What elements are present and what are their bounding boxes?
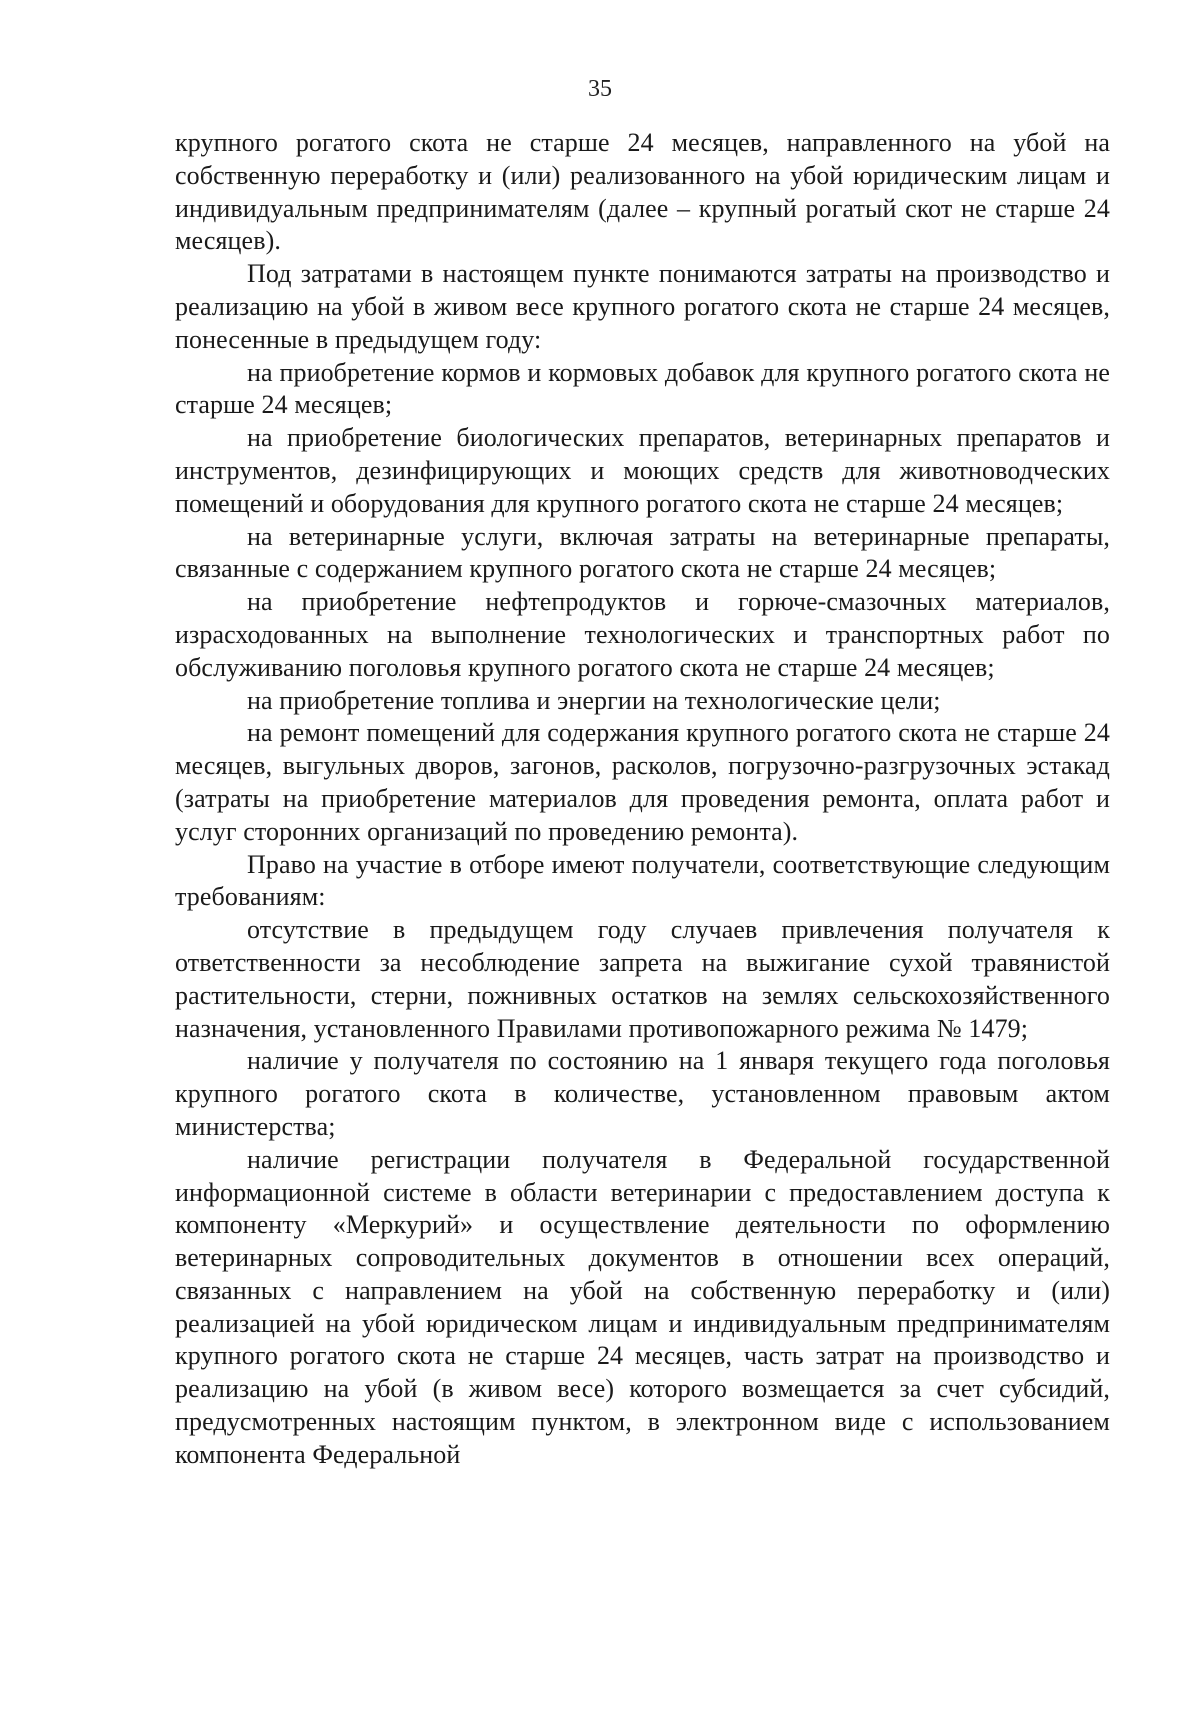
paragraph-biological-preparations: на приобретение биологических препаратов, ветеринарных препаратов и инструментов, дезинфицирующих и моющих средств для животноводческих помещений и оборудования для крупного рогатого скота не старше 24 месяцев; bbox=[175, 423, 1110, 518]
document-body bbox=[175, 127, 1110, 1472]
paragraph-livestock-count: наличие у получателя по состоянию на 1 января текущего года поголовья крупного рогатого скота в количестве, установленном правовым актом министерства; bbox=[175, 1046, 1110, 1141]
paragraph-repair: на ремонт помещений для содержания крупного рогатого скота не старше 24 месяцев, выгульных дворов, загонов, расколов, погрузочно-разгрузочных эстакад (затраты на приобретение материалов для проведения ремонта, оплата работ и услуг сторонних организаций по проведению ремонта). bbox=[175, 718, 1110, 846]
paragraph-feed: на приобретение кормов и кормовых добавок для крупного рогатого скота не старше 24 месяцев; bbox=[175, 357, 1110, 420]
paragraph-fuel-lubricants: на приобретение нефтепродуктов и горюче-смазочных материалов, израсходованных на выполнение технологических и транспортных работ по обслуживанию поголовья крупного рогатого скота не старше 24 месяцев; bbox=[175, 587, 1110, 682]
paragraph-continuation: крупного рогатого скота не старше 24 месяцев, направленного на убой на собственную переработку и (или) реализованного на убой юридическим лицам и индивидуальным предпринимателям (далее – крупный рогатый скот не старше 24 месяцев). bbox=[175, 128, 1110, 256]
paragraph-costs-definition: Под затратами в настоящем пункте понимаются затраты на производство и реализацию на убой в живом весе крупного рогатого скота не старше 24 месяцев, понесенные в предыдущем году: bbox=[175, 259, 1110, 354]
page-number: 35 bbox=[588, 76, 612, 102]
paragraph-energy: на приобретение топлива и энергии на технологические цели; bbox=[247, 685, 941, 715]
paragraph-veterinary-services: на ветеринарные услуги, включая затраты на ветеринарные препараты, связанные с содержанием крупного рогатого скота не старше 24 месяцев; bbox=[175, 521, 1110, 584]
paragraph-eligibility: Право на участие в отборе имеют получатели, соответствующие следующим требованиям: bbox=[175, 849, 1110, 912]
paragraph-mercury-registration: наличие регистрации получателя в Федеральной государственной информационной системе в области ветеринарии с предоставлением доступа к компоненту «Меркурий» и осуществление деятельности по оформлению ветеринарных сопроводительных документов в отношении всех операций, связанных с направлением на убой на собственную переработку и (или) реализацией на убой юридическом лицам и индивидуальным предпринимателям крупного рогатого скота не старше 24 месяцев, часть затрат на производство и реализацию на убой (в живом весе) которого возмещается за счет субсидий, предусмотренных настоящим пунктом, в электронном виде с использованием компонента Федеральной bbox=[175, 1144, 1110, 1469]
paragraph-fire-safety: отсутствие в предыдущем году случаев привлечения получателя к ответственности за несоблюдение запрета на выжигание сухой травянистой растительности, стерни, пожнивных остатков на землях сельскохозяйственного назначения, установленного Правилами противопожарного режима № 1479; bbox=[175, 915, 1110, 1043]
